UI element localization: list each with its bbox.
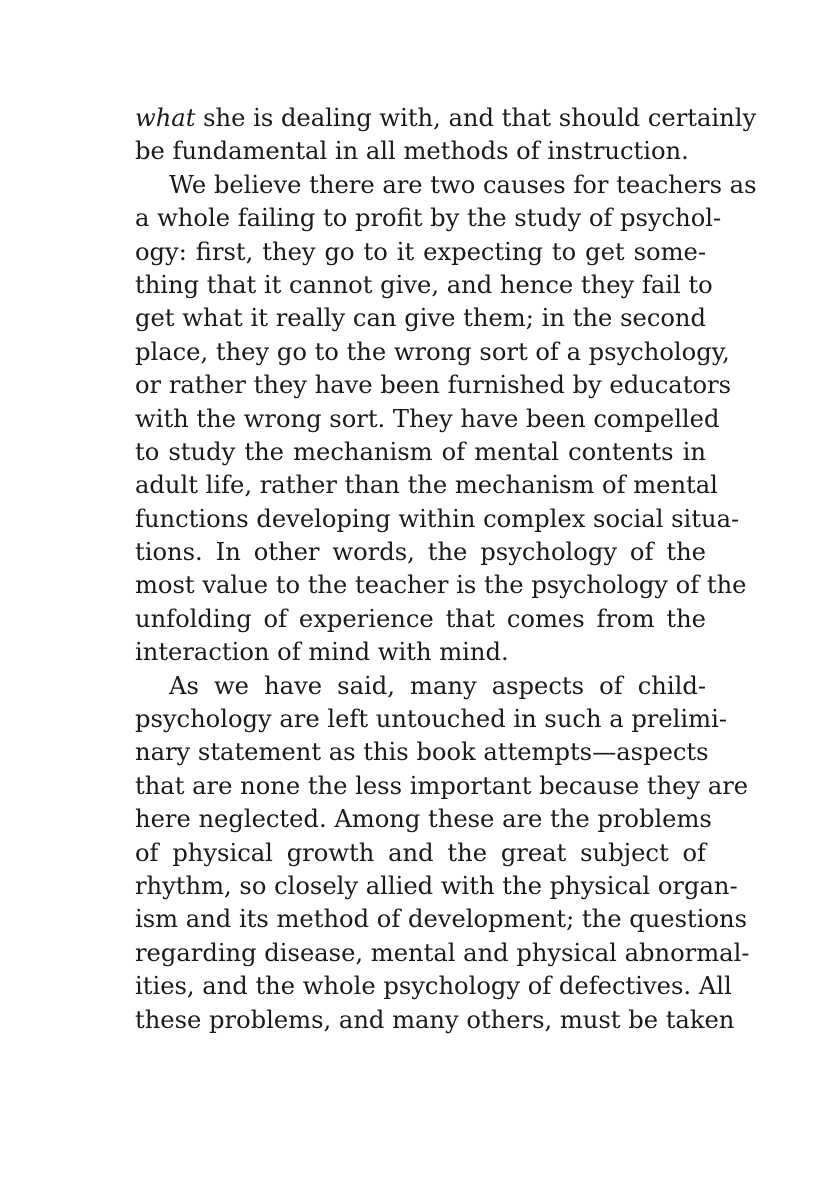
text-line: of physical growth and the great subject of [135, 838, 706, 867]
text-line: to study the mechanism of mental contents in [135, 437, 706, 466]
text-line: nary statement as this book attempts—aspects [135, 738, 709, 767]
text-line: be fundamental in all methods of instruction. [135, 137, 689, 166]
text-line: functions developing within complex social situa- [135, 504, 740, 533]
text-line: here neglected. Among these are the problems [135, 805, 712, 834]
text-line: As we have said, many aspects of child- [169, 671, 706, 700]
text-line: or rather they have been furnished by educators [135, 371, 731, 400]
text-line: with the wrong sort. They have been compelled [135, 404, 720, 433]
text-line: psychology are left untouched in such a prelimi- [135, 705, 727, 734]
text-line: place, they go to the wrong sort of a psychology, [135, 337, 730, 366]
text-line: that are none the less important because they are [135, 771, 749, 800]
text-line: most value to the teacher is the psychology of the [135, 571, 747, 600]
text-line: regarding disease, mental and physical abnormal- [135, 938, 750, 967]
text-line-content: she is dealing with, and that should certainly [195, 104, 757, 132]
text-line: tions. In other words, the psychology of the [135, 538, 706, 567]
text-line: ities, and the whole psychology of defectives. All [135, 972, 732, 1001]
text-line: We believe there are two causes for teachers as [169, 170, 757, 199]
text-line: get what it really can give them; in the second [135, 304, 706, 333]
paragraph-continuation [135, 102, 757, 169]
text-line [135, 102, 757, 135]
text-line: a whole failing to profit by the study of psychol- [135, 204, 722, 233]
text-line: ism and its method of development; the questions [135, 905, 748, 934]
body-text [135, 102, 757, 1037]
text-line: these problems, and many others, must be taken [135, 1005, 735, 1034]
text-line: unfolding of experience that comes from the [135, 604, 706, 633]
text-line: rhythm, so closely allied with the physical organ- [135, 871, 738, 900]
emphasized-word: what [135, 104, 196, 132]
text-line: interaction of mind with mind. [135, 638, 509, 667]
paragraph [135, 670, 750, 1037]
paragraph [135, 169, 757, 670]
text-line: thing that it cannot give, and hence they fail to [135, 270, 713, 299]
text-line: ogy: first, they go to it expecting to get some- [135, 237, 706, 266]
text-line: adult life, rather than the mechanism of mental [135, 471, 718, 500]
